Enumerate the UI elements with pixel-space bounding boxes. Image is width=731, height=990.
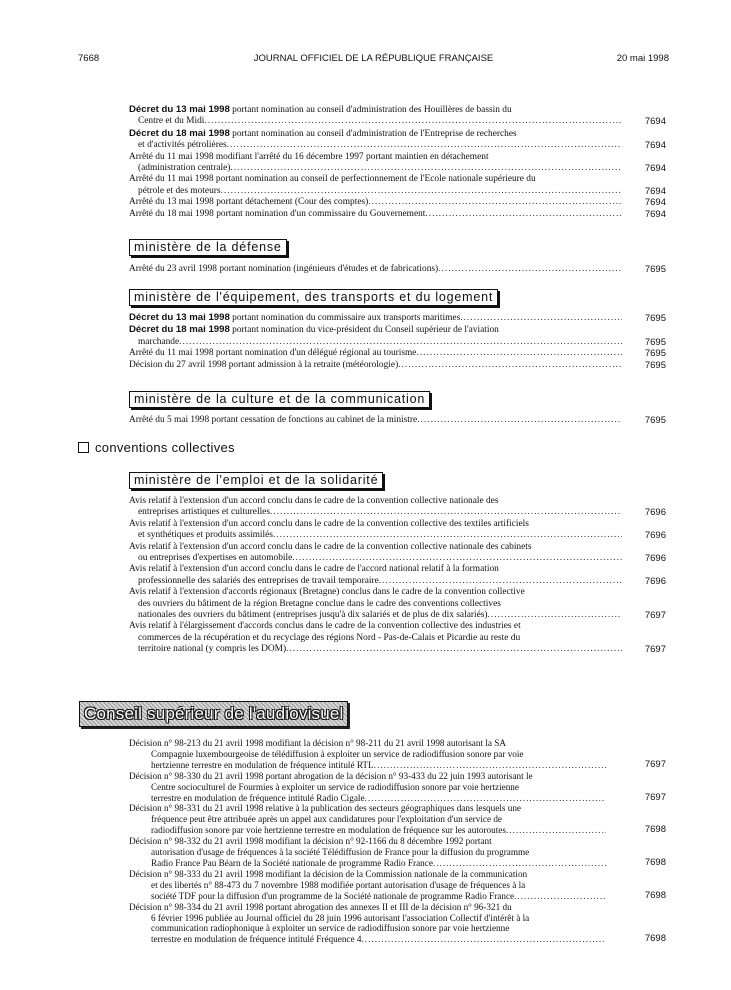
entry-page-number: 7696: [644, 530, 666, 542]
toc-entry: [129, 174, 666, 197]
entry-text: portant nomination au conseil d'administration de l'Entreprise de recherches: [229, 128, 517, 139]
toc-entry: [129, 128, 666, 152]
leader-dots: [506, 825, 606, 835]
entry-text: Radio France Pau Béarn de la Société nationale de programme Radio France: [151, 857, 433, 868]
entry-page-number: 7698: [644, 889, 666, 901]
toc-entry: [129, 519, 666, 542]
entry-text: fréquence peut être attribuée après un appel aux candidatures pour l'exploitation d'un service de: [151, 814, 503, 825]
entry-text: et synthétiques et produits assimilés: [138, 530, 273, 541]
leader-dots: [460, 313, 622, 323]
toc-entry: [129, 803, 666, 836]
entry-title: Décret du 18 mai 1998: [129, 324, 230, 336]
leader-dots: [368, 197, 622, 207]
entry-page-number: 7694: [644, 163, 666, 175]
leader-dots: [204, 116, 622, 126]
entry-text: Avis relatif à l'extension d'un accord conclu dans le cadre de la convention collective nationale des cabinets: [129, 541, 532, 552]
leader-dots: [179, 337, 622, 347]
entry-page-number: 7694: [644, 116, 666, 128]
entry-text: Décision n° 98-334 du 21 avril 1998 portant abrogation des annexes II et III de la décision n° 96-321 du: [129, 901, 512, 912]
entries-csa: [129, 738, 666, 945]
entry-page-number: 7694: [644, 185, 666, 197]
entries-culture: [129, 415, 666, 426]
entry-text: et d'activités pétrolières: [138, 140, 227, 151]
leader-dots: [379, 576, 622, 586]
page-header: [78, 53, 669, 67]
entry-text: ou entreprises d'expertises en automobile: [138, 553, 293, 564]
entry-text: Arrêté du 23 avril 1998 portant nomination (ingénieurs d'études et de fabrications): [129, 264, 439, 274]
entry-page-number: 7696: [644, 575, 666, 587]
entry-text: 6 février 1996 publiée au Journal officiel du 28 juin 1996 autorisant l'association Collectif d'intérêt à la: [151, 912, 530, 923]
csa-heading: Conseil supérieur de l'audiovisuel: [79, 701, 348, 727]
entry-text: des ouvriers du bâtiment de la région Bretagne conclue dans le cadre des conventions collectives: [138, 598, 501, 609]
ministry-heading-emploi: ministère de l'emploi et de la solidarité: [129, 472, 383, 489]
entry-page-number: 7696: [644, 553, 666, 565]
entry-page-number: 7697: [644, 644, 666, 656]
toc-entry: [129, 360, 666, 371]
entry-text: Décision n° 98-331 du 21 avril 1998 relative à la publication des secteurs géographiques dans lesquels une: [129, 803, 521, 814]
entry-page-number: 7697: [644, 758, 666, 770]
toc-entry: [129, 542, 666, 565]
entry-page-number: 7696: [644, 507, 666, 519]
entry-text: Arrêté du 11 mai 1998 modifiant l'arrêté du 16 décembre 1997 portant maintien en détachement: [129, 151, 489, 162]
toc-entry: [129, 836, 666, 869]
entries-group-1: [129, 104, 666, 220]
entry-text: portant nomination au conseil d'administration des Houillères de bassin du: [229, 105, 512, 115]
leader-dots: [273, 530, 622, 540]
entry-text: professionnelle des salariés des entreprises de travail temporaire: [138, 575, 379, 586]
toc-entry: [129, 348, 666, 359]
toc-entry: [129, 738, 666, 771]
section-heading-conventions: [78, 440, 235, 455]
entry-text: autorisation d'usage de fréquences à la société Télédiffusion de France pour la diffusion du programme: [151, 847, 530, 858]
entry-text: Compagnie luxembourgeoise de télédiffusion à exploiter un service de radiodiffusion sonore par voie: [151, 748, 524, 759]
entry-page-number: 7698: [644, 856, 666, 868]
leader-dots: [221, 186, 622, 196]
entry-page-number: 7697: [644, 610, 666, 622]
toc-entry: [129, 104, 666, 128]
entry-text: terrestre en modulation de fréquence intitulé Radio Cigale: [151, 792, 365, 803]
entry-text: terrestre en modulation de fréquence intitulé Fréquence 4: [151, 934, 362, 945]
entry-page-number: 7694: [644, 140, 666, 152]
entry-text: commerces de la récupération et du recyclage des régions Nord - Pas-de-Calais et Picardie au reste du: [138, 632, 521, 643]
entry-text: hertzienne terrestre en modulation de fréquence intitulé RTL: [151, 759, 374, 770]
entry-page-number: 7695: [644, 348, 666, 360]
entry-text: Arrêté du 11 mai 1998 portant nomination d'un délégué régional au tourisme: [129, 348, 417, 359]
entries-defense: [129, 264, 666, 275]
entry-text: Décision n° 98-333 du 21 avril 1998 modifiant la décision de la Commission nationale de la communication: [129, 868, 528, 879]
leader-dots: [425, 209, 622, 219]
toc-entry: [129, 621, 666, 655]
entry-text: portant nomination du commissaire aux transports maritimes: [229, 313, 461, 323]
issue-date: 20 mai 1998: [616, 53, 669, 64]
leader-dots: [398, 360, 622, 370]
entry-text: Centre socioculturel de Fourmies à exploiter un service de radiodiffusion sonore par voie hertzienne: [151, 781, 519, 792]
entry-text: Arrêté du 18 mai 1998 portant nomination d'un commissaire du Gouvernement: [129, 208, 426, 219]
leader-dots: [374, 760, 606, 770]
entry-page-number: 7694: [644, 197, 666, 209]
leader-dots: [270, 507, 622, 517]
toc-entry: [129, 771, 666, 804]
leader-dots: [488, 610, 622, 620]
entry-text: entreprises artistiques et culturelles: [138, 507, 270, 518]
entry-text: nationales des ouvriers du bâtiment (entreprises jusqu'à dix salariés et de plus de dix salariés): [138, 610, 488, 621]
section-title: conventions collectives: [95, 440, 235, 455]
leader-dots: [365, 793, 606, 803]
checkbox-square-icon: [78, 442, 89, 453]
entry-title: Décret du 13 mai 1998: [129, 312, 230, 323]
entries-emploi: [129, 496, 666, 656]
toc-entry: [129, 415, 666, 426]
entry-page-number: 7695: [644, 359, 666, 371]
leader-dots: [286, 644, 622, 654]
ministry-heading-equipement: ministère de l'équipement, des transports et du logement: [129, 289, 498, 306]
entry-text: Avis relatif à l'extension d'accords régionaux (Bretagne) conclus dans le cadre de la convention collective: [129, 587, 525, 598]
entry-text: Arrêté du 5 mai 1998 portant cessation de fonctions au cabinet de la ministre: [129, 415, 418, 425]
leader-dots: [227, 140, 622, 150]
toc-entry: [129, 496, 666, 519]
entry-page-number: 7695: [644, 264, 666, 275]
entry-text: Décision n° 98-213 du 21 avril 1998 modifiant la décision n° 98-211 du 21 avril 1998 autorisant la SA: [129, 738, 507, 748]
toc-entry: [129, 564, 666, 587]
entry-text: radiodiffusion sonore par voie hertzienne terrestre en modulation de fréquence sur les autoroutes: [151, 825, 506, 836]
entry-text: communication radiophonique à exploiter un service de radiodiffusion sonore par voie hertzienne: [151, 923, 510, 934]
journal-title: JOURNAL OFFICIEL DE LA RÉPUBLIQUE FRANÇAISE: [253, 53, 494, 64]
entry-text: Décision n° 98-332 du 21 avril 1998 modifiant la décision n° 92-1166 du 8 décembre 1992 portant: [129, 836, 492, 847]
entry-text: Arrêté du 11 mai 1998 portant nomination au conseil de perfectionnement de l'Ecole nationale supérieure du: [129, 174, 536, 185]
entry-text: portant nomination du vice-président du Conseil supérieur de l'aviation: [229, 325, 499, 336]
leader-dots: [416, 348, 622, 358]
entry-text: Avis relatif à l'élargissement d'accords conclus dans le cadre de la convention collective des industries et: [129, 621, 521, 632]
leader-dots: [433, 858, 606, 868]
leader-dots: [230, 163, 622, 173]
entry-text: Décision du 27 avril 1998 portant admission à la retraite (météorologie): [129, 359, 399, 370]
entry-page-number: 7698: [644, 824, 666, 836]
entry-text: Centre et du Midi: [138, 116, 205, 127]
entry-page-number: 7695: [644, 313, 666, 324]
leader-dots: [514, 891, 606, 901]
entry-text: et des libertés n° 88-473 du 7 novembre 1988 modifiée portant autorisation d'usage de fréquences à la: [151, 879, 526, 890]
leader-dots: [292, 553, 622, 563]
entry-text: pétrole et des moteurs: [138, 185, 221, 196]
toc-entry: [129, 209, 666, 220]
leader-dots: [438, 264, 622, 274]
entry-text: Avis relatif à l'extension d'un accord conclu dans le cadre de l'accord national relatif à la formation: [129, 564, 499, 575]
toc-entry: [129, 152, 666, 175]
entry-page-number: 7694: [644, 208, 666, 220]
entry-page-number: 7695: [644, 336, 666, 348]
entry-text: société TDF pour la diffusion d'un programme de la Société nationale de programme Radio France: [151, 890, 515, 901]
entry-title: Décret du 18 mai 1998: [129, 127, 230, 139]
page-number: 7668: [78, 53, 100, 64]
toc-entry: [129, 869, 666, 902]
toc-entry: [129, 312, 666, 324]
entry-text: Décision n° 98-330 du 21 avril 1998 portant abrogation de la décision n° 93-433 du 22 juin 1993 autorisant le: [129, 770, 533, 781]
leader-dots: [361, 934, 606, 944]
entry-text: marchande: [138, 336, 180, 347]
toc-entry: [129, 197, 666, 208]
entry-text: (administration centrale): [138, 163, 231, 174]
entry-title: Décret du 13 mai 1998: [129, 104, 230, 115]
toc-entry: [129, 587, 666, 621]
entry-page-number: 7697: [644, 791, 666, 803]
entries-equipement: [129, 312, 666, 371]
toc-entry: [129, 264, 666, 275]
entry-page-number: 7698: [644, 933, 666, 945]
entry-text: Avis relatif à l'extension d'un accord conclu dans le cadre de la convention collective des textiles artificiels: [129, 518, 529, 529]
ministry-heading-defense: ministère de la défense: [129, 239, 287, 256]
leader-dots: [417, 415, 622, 425]
entry-page-number: 7695: [644, 415, 666, 426]
toc-entry: [129, 902, 666, 946]
entry-text: Arrêté du 13 mai 1998 portant détachement (Cour des comptes): [129, 197, 369, 208]
ministry-heading-culture: ministère de la culture et de la communication: [129, 391, 430, 408]
entry-text: territoire national (y compris les DOM): [138, 644, 287, 655]
toc-entry: [129, 324, 666, 348]
entry-text: Avis relatif à l'extension d'un accord conclu dans le cadre de la convention collective nationale des: [129, 496, 499, 506]
